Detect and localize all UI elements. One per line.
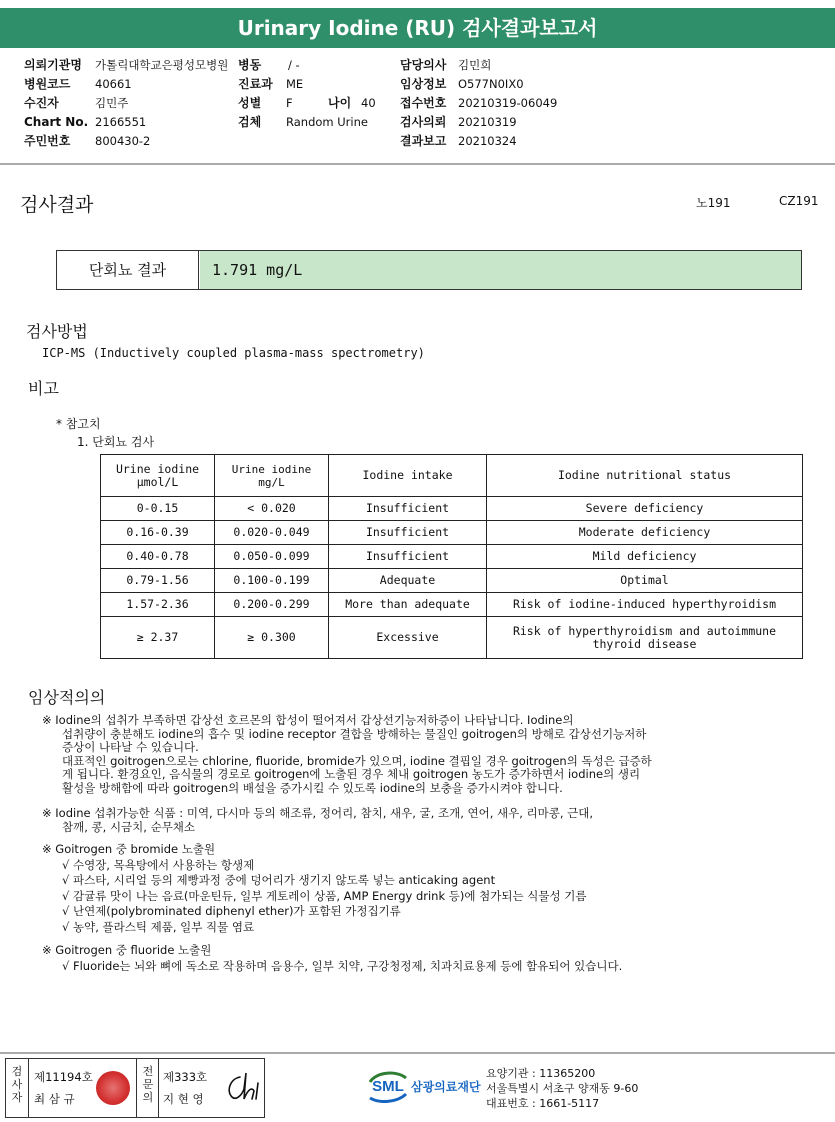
- results-code-2: CZ191: [779, 194, 819, 208]
- results-code-1: 노191: [696, 196, 731, 210]
- list-item: √ 수영장, 목욕탕에서 사용하는 항생제: [62, 857, 255, 872]
- table-cell: 0-0.15: [101, 497, 215, 521]
- report-title: Urinary Iodine (RU) 검사결과보고서: [0, 8, 835, 48]
- clinical-line: 게 됩니다. 환경요인, 음식물의 경로로 goitrogen에 노출된 경우 체내 goitrogen 농도가 증가하면서 iodine의 생리: [62, 767, 641, 781]
- sml-logo-icon: [366, 1068, 410, 1106]
- sex-label: 성별: [238, 96, 262, 110]
- clinical-line: 대표적인 goitrogen으로는 chlorine, fluoride, bromide가 있으며, iodine 결핍일 경우 goitrogen의 독성은 급증하: [62, 753, 652, 768]
- list-item: √ 감귤류 맛이 나는 음료(마운틴듀, 일부 게토레이 상품, AMP Energy drink 등)에 첨가되는 식물성 기름: [62, 888, 587, 903]
- table-header-cell: Urine iodine mg/L: [215, 455, 329, 497]
- request-org-label: 의뢰기관명: [24, 58, 82, 72]
- ref-subheading: 1. 단회뇨 검사: [77, 435, 155, 449]
- table-row: [101, 569, 803, 593]
- report-date-value: 20210324: [458, 134, 517, 148]
- patient-value: 김민주: [95, 96, 129, 110]
- patient-label: 수진자: [24, 96, 59, 110]
- table-row: [101, 521, 803, 545]
- specialist-vertical-label: 전 문 의: [142, 1065, 154, 1104]
- org-phone: 대표번호 : 1661-5117: [486, 1097, 600, 1110]
- clinical-info-label: 임상정보: [400, 77, 447, 91]
- clinical-title: 임상적의의: [28, 688, 106, 707]
- method-text: ICP-MS (Inductively coupled plasma-mass spectrometry): [42, 346, 425, 360]
- footer-divider: [0, 1052, 835, 1054]
- ward-label: 병동: [238, 58, 262, 72]
- title-bar: [0, 0, 835, 52]
- list-item: √ Fluoride는 뇌와 뼈에 독소로 작용하며 음용수, 일부 치약, 구강청정제, 치과치료용제 등에 함유되어 있습니다.: [62, 958, 623, 973]
- table-header-cell: Iodine intake: [329, 455, 487, 497]
- chart-no-value: 2166551: [95, 115, 147, 129]
- table-cell: 0.100-0.199: [215, 569, 329, 593]
- table-cell: Severe deficiency: [487, 497, 803, 521]
- table-cell: Risk of iodine-induced hyperthyroidism: [487, 593, 803, 617]
- signature-box: [5, 1058, 265, 1118]
- dept-value: ME: [286, 77, 304, 91]
- age-label: 나이: [328, 96, 352, 110]
- request-date-label: 검사의뢰: [400, 115, 447, 129]
- clinical-info-value: O577N0IX0: [458, 77, 524, 91]
- hospital-code-value: 40661: [95, 77, 132, 91]
- list-item: √ 파스타, 시리얼 등의 제빵과정 중에 덩어리가 생기지 않도록 넣는 anticaking agent: [62, 873, 496, 887]
- clinical-paragraph-2: [42, 807, 822, 834]
- logo-text: SML: [372, 1078, 404, 1095]
- table-cell: Insufficient: [329, 521, 487, 545]
- table-header-cell: Iodine nutritional status: [487, 455, 803, 497]
- clinical-line: ※ Goitrogen 중 fluoride 노출원: [42, 943, 212, 957]
- ward-value: / -: [288, 58, 300, 72]
- dept-label: 진료과: [238, 77, 273, 91]
- tester-vertical-label: 검 사 자: [11, 1065, 23, 1104]
- table-row: [101, 497, 803, 521]
- ref-heading: * 참고치: [56, 417, 101, 431]
- clinical-line: ※ Goitrogen 중 bromide 노출원: [42, 842, 216, 856]
- table-cell: 0.020-0.049: [215, 521, 329, 545]
- clinical-paragraph-1: [42, 714, 822, 795]
- list-item: √ 난연제(polybrominated diphenyl ether)가 포함된 가정집기류: [62, 904, 401, 918]
- receipt-no-label: 접수번호: [400, 96, 447, 110]
- doctor-value: 김민희: [458, 58, 492, 72]
- table-cell: 0.200-0.299: [215, 593, 329, 617]
- specimen-label: 검체: [238, 115, 262, 129]
- table-cell: Adequate: [329, 569, 487, 593]
- table-cell: ≥ 2.37: [101, 617, 215, 659]
- specimen-value: Random Urine: [286, 115, 368, 129]
- specialist-name: 지 현 영: [163, 1092, 204, 1106]
- table-cell: Optimal: [487, 569, 803, 593]
- table-row: [101, 545, 803, 569]
- table-cell: < 0.020: [215, 497, 329, 521]
- clinical-line: 참깨, 콩, 시금치, 순무채소: [62, 819, 196, 834]
- table-cell: Excessive: [329, 617, 487, 659]
- org-address: 서울특별시 서초구 양재동 9-60: [486, 1082, 639, 1095]
- id-no-label: 주민번호: [24, 134, 71, 148]
- doctor-label: 담당의사: [400, 58, 447, 72]
- table-cell: Insufficient: [329, 497, 487, 521]
- remarks-title: 비고: [28, 379, 59, 398]
- seal-stamp: [96, 1071, 130, 1105]
- tester-name: 최 삼 규: [34, 1092, 75, 1106]
- method-title: 검사방법: [26, 322, 88, 341]
- clinical-line: ※ Iodine의 섭취가 부족하면 갑상선 호르몬의 합성이 떨어져서 갑상선기능저하증이 나타납니다. Iodine의: [42, 713, 574, 727]
- result-box: [56, 250, 802, 290]
- result-value: 1.791 mg/L: [200, 251, 801, 289]
- table-header-cell: Urine iodine μmol/L: [101, 455, 215, 497]
- result-label: 단회뇨 결과: [57, 251, 199, 289]
- table-row: [101, 617, 803, 659]
- chart-no-label: Chart No.: [24, 115, 89, 129]
- signature-icon: [222, 1069, 262, 1105]
- request-date-value: 20210319: [458, 115, 517, 129]
- clinical-line: 섭취량이 충분해도 iodine의 흡수 및 iodine receptor 결합을 방해하는 물질인 goitrogen의 방해로 갑상선기능저하: [62, 726, 647, 741]
- org-name: 삼광의료재단: [411, 1080, 481, 1094]
- id-no-value: 800430-2: [95, 134, 151, 148]
- clinical-line: 활성을 방해함에 따라 goitrogen의 배설을 증가시킬 수 있도록 iodine의 보충을 증가시켜야 합니다.: [62, 780, 563, 795]
- request-org-value: 가톨릭대학교은평성모병원: [95, 58, 229, 72]
- age-value: 40: [361, 96, 376, 110]
- care-org-number: 요양기관 : 11365200: [486, 1067, 596, 1080]
- org-contact: [486, 1066, 638, 1111]
- clinical-paragraph-3: [42, 843, 822, 934]
- table-cell: More than adequate: [329, 593, 487, 617]
- table-cell: Mild deficiency: [487, 545, 803, 569]
- clinical-line: 증상이 나타날 수 있습니다.: [62, 740, 199, 754]
- table-cell: 0.79-1.56: [101, 569, 215, 593]
- patient-info: [0, 56, 835, 150]
- table-cell: 0.40-0.78: [101, 545, 215, 569]
- sex-value: F: [286, 96, 293, 110]
- list-item: √ 농약, 플라스틱 제품, 일부 직물 염료: [62, 919, 255, 934]
- table-cell: Moderate deficiency: [487, 521, 803, 545]
- divider: [0, 163, 835, 165]
- reference-table: [100, 454, 803, 659]
- clinical-line: ※ Iodine 섭취가능한 식품 : 미역, 다시마 등의 해조류, 정어리, 참치, 새우, 굴, 조개, 연어, 새우, 리마콩, 근대,: [42, 806, 594, 820]
- table-header-row: [101, 455, 803, 497]
- specialist-license-no: 제333호: [163, 1070, 208, 1084]
- clinical-paragraph-4: [42, 944, 822, 973]
- table-cell: Insufficient: [329, 545, 487, 569]
- table-cell: 0.16-0.39: [101, 521, 215, 545]
- report-date-label: 결과보고: [400, 134, 447, 148]
- hospital-code-label: 병원코드: [24, 77, 71, 91]
- table-row: [101, 593, 803, 617]
- table-cell: Risk of hyperthyroidism and autoimmune thyroid disease: [487, 617, 803, 659]
- table-cell: 1.57-2.36: [101, 593, 215, 617]
- receipt-no-value: 20210319-06049: [458, 96, 558, 110]
- table-cell: 0.050-0.099: [215, 545, 329, 569]
- table-cell: ≥ 0.300: [215, 617, 329, 659]
- tester-license-no: 제11194호: [34, 1070, 93, 1084]
- results-title: 검사결과: [20, 194, 94, 216]
